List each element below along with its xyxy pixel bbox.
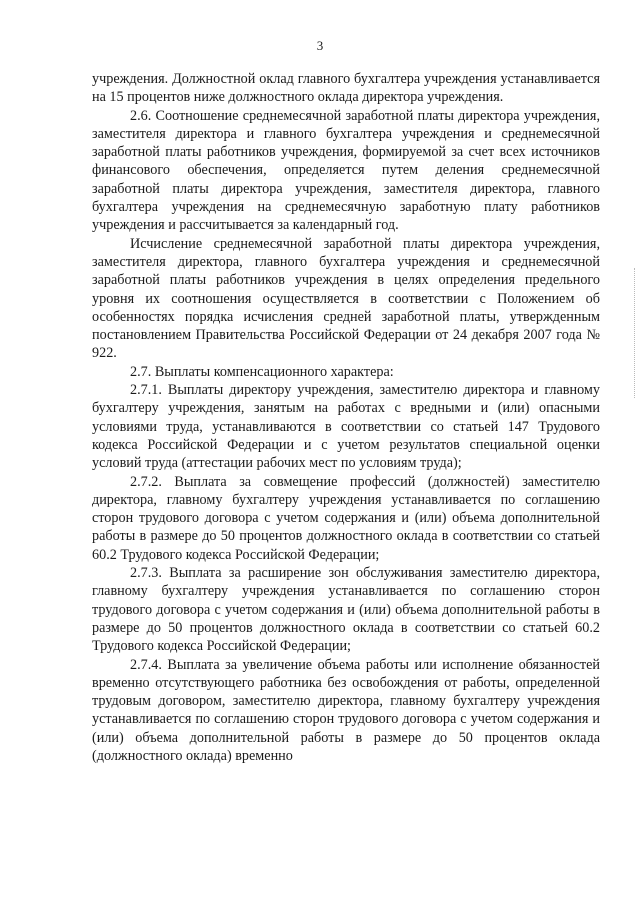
paragraph-salary-calculation: Исчисление среднемесячной заработной платы директора учреждения, заместителя директора, главного бухгалтера учреждения и среднемесячной заработной платы работников учреждения в целях определения предельного уровня их соотношения осуществляется в соответствии с Положением об особенностях порядка исчисления средней заработной платы, утвержденным постановлением Правительства Российской Федерации от 24 декабря 2007 года № 922. — [92, 235, 600, 362]
paragraph-2-7-2: 2.7.2. Выплата за совмещение профессий (должностей) заместителю директора, главному бухгалтеру учреждения устанавливается по соглашению сторон трудового договора с учетом содержания и (или) объема дополнительной работы в размере до 50 процентов должностного оклада в соответствии со статьей 60.2 Трудового кодекса Российской Федерации; — [92, 473, 600, 563]
document-body — [92, 70, 600, 765]
paragraph-2-7-1: 2.7.1. Выплаты директору учреждения, заместителю директора и главному бухгалтеру учреждения, занятым на работах с вредными и (или) опасными условиями труда, устанавливаются в соответствии со статьей 147 Трудового кодекса Российской Федерации и с учетом результатов специальной оценки условий труда (аттестации рабочих мест по условиям труда); — [92, 382, 600, 472]
page-number: 3 — [316, 38, 324, 53]
paragraph-continuation: учреждения. Должностной оклад главного бухгалтера учреждения устанавливается на 15 процентов ниже должностного оклада директора учреждения. — [92, 71, 600, 106]
paragraph-2-7-4: 2.7.4. Выплата за увеличение объема работы или исполнение обязанностей временно отсутствующего работника без освобождения от работы, определенной трудовым договором, заместителю директора, главному бухгалтеру учреждения устанавливается по соглашению сторон трудового договора с учетом содержания и (или) объема дополнительной работы в размере до 50 процентов оклада (должностного оклада) временно — [92, 656, 600, 764]
scan-edge-mark — [634, 268, 636, 398]
paragraph-2-6: 2.6. Соотношение среднемесячной заработной платы директора учреждения, заместителя директора и главного бухгалтера учреждения и среднемесячной заработной платы работников учреждения, формируемой за счет всех источников финансового обеспечения, определяется путем деления среднемесячной заработной платы директора учреждения, заместителя директора, главного бухгалтера учреждения на среднемесячную заработную плату работников учреждения и рассчитывается за календарный год. — [92, 107, 600, 234]
paragraph-2-7-3: 2.7.3. Выплата за расширение зон обслуживания заместителю директора, главному бухгалтеру учреждения устанавливается по соглашению сторон трудового договора с учетом содержания и (или) объема дополнительной работы в размере до 50 процентов должностного оклада в соответствии со статьей 60.2 Трудового кодекса Российской Федерации; — [92, 565, 600, 655]
section-heading-2-7: 2.7. Выплаты компенсационного характера: — [130, 363, 394, 380]
